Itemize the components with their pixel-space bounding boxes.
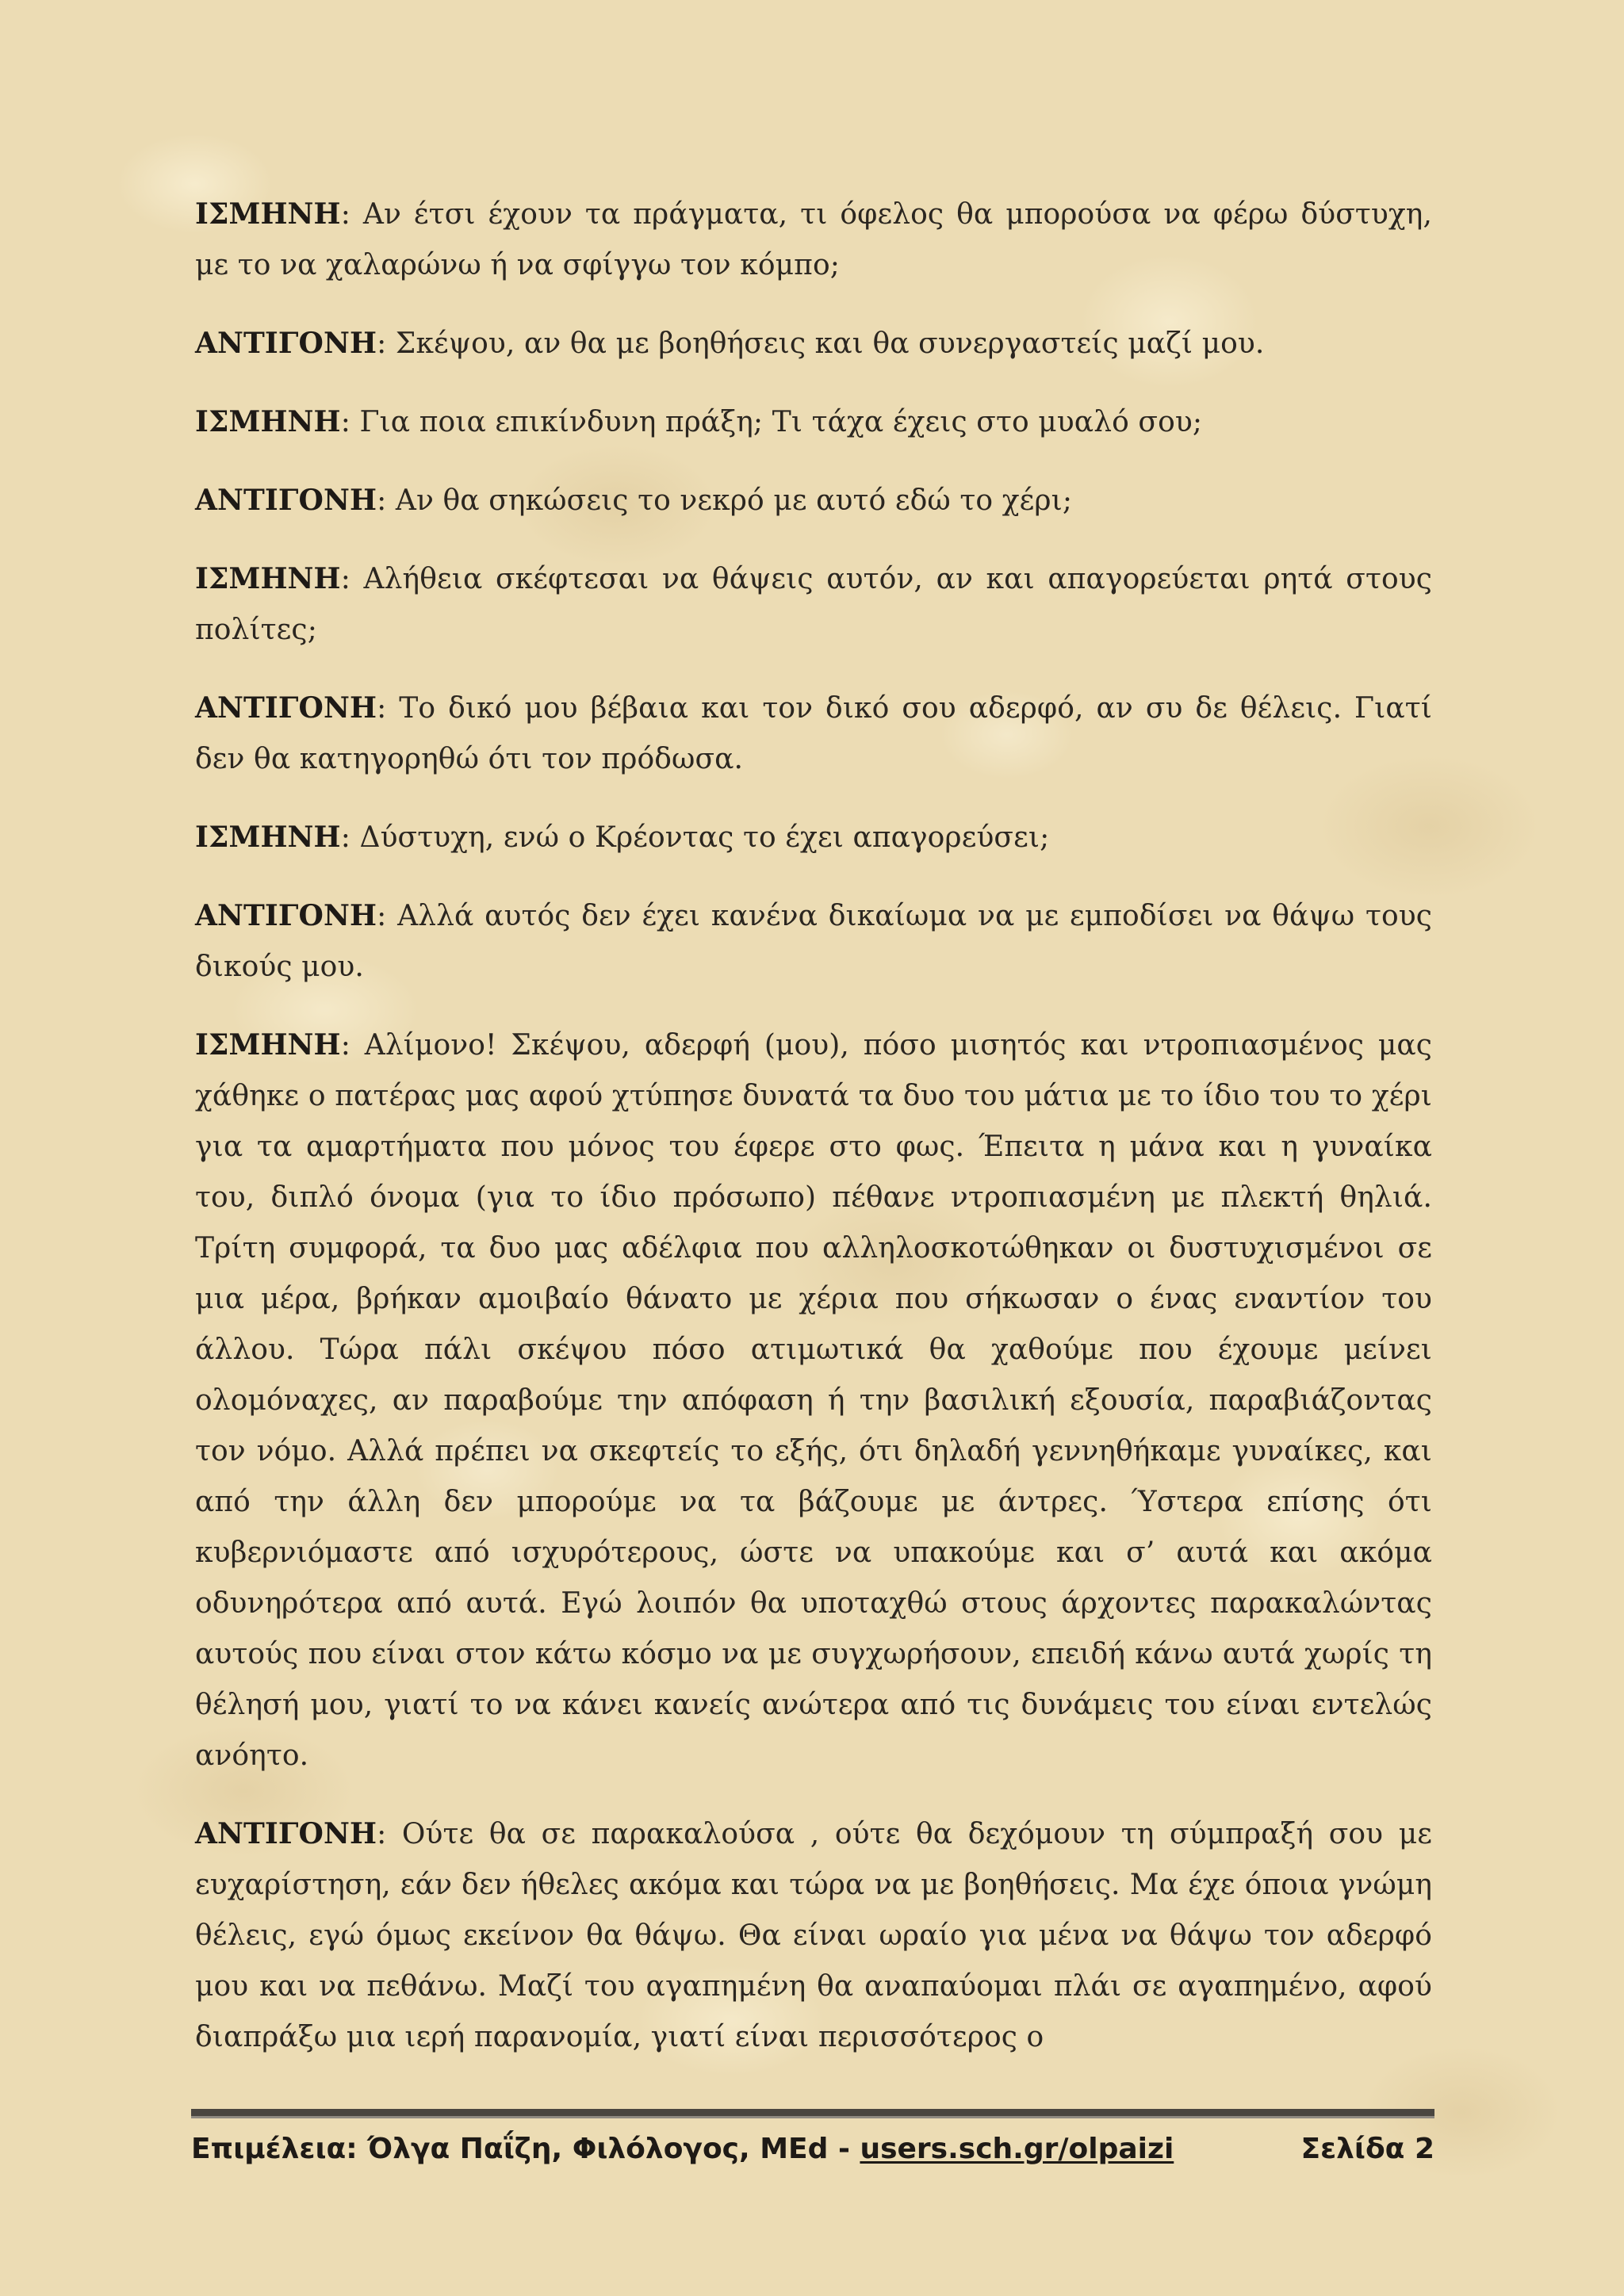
speaker-name: ΑΝΤΙΓΟΝΗ — [195, 327, 377, 360]
footer-url-link[interactable]: users.sch.gr/olpaizi — [860, 2133, 1174, 2165]
dialogue-text: Ούτε θα σε παρακαλούσα , ούτε θα δεχόμουν τη σύμπραξή σου με ευχαρίστηση, εάν δεν ήθελες ακόμα και τώρα να με βοηθήσεις. Μα έχε όποια γνώμη θέλεις, εγώ όμως εκείνον θα θάψω. Θα είναι ωραίο για μένα να θάψω τον αδερφό μου και να πεθάνω. Μαζί του αγαπημένη θα αναπαύομαι πλάι σε αγαπημένο, αφού διαπράξω μια ιερή παρανομία, γιατί είναι περισσότερος ο — [195, 1818, 1432, 2053]
dialogue-line: ΑΝΤΙΓΟΝΗ: Σκέψου, αν θα με βοηθήσεις και θα συνεργαστείς μαζί μου. — [195, 327, 1265, 360]
document-body — [195, 189, 1432, 2090]
dialogue-line: ΙΣΜΗΝΗ: Αλήθεια σκέφτεσαι να θάψεις αυτόν, αν και απαγορεύεται ρητά στους πολίτες; — [195, 562, 1432, 646]
footer-credit-group — [191, 2133, 1174, 2165]
dialogue-text: Αν θα σηκώσεις το νεκρό με αυτό εδώ το χέρι; — [395, 484, 1073, 517]
dialogue-line: ΙΣΜΗΝΗ: Αλίμονο! Σκέψου, αδερφή (μου), πόσο μισητός και ντροπιασμένος μας χάθηκε ο πατέρας μας αφού χτύπησε δυνατά τα δυο του μάτια με το ίδιο του το χέρι για τα αμαρτήματα που μόνος του έφερε στο φως. Έπειτα η μάνα και η γυναίκα του, διπλό όνομα (για το ίδιο πρόσωπο) πέθανε ντροπιασμένη με πλεκτή θηλιά. Τρίτη συμφορά, τα δυο μας αδέλφια που αλληλοσκοτώθηκαν οι δυστυχισμένοι σε μια μέρα, βρήκαν αμοιβαίο θάνατο με χέρια που σήκωσαν ο ένας εναντίον του άλλου. Τώρα πάλι σκέψου πόσο ατιμωτικά θα χαθούμε που έχουμε μείνει ολομόναχες, αν παραβούμε την απόφαση ή την βασιλική εξουσία, παραβιάζοντας τον νόμο. Αλλά πρέπει να σκεφτείς το εξής, ότι δηλαδή γεννηθήκαμε γυναίκες, και από την άλλη δεν μπορούμε να τα βάζουμε με άντρες. Ύστερα επίσης ότι κυβερνιόμαστε από ισχυρότερους, ώστε να υπακούμε και σ’ αυτά και ακόμα οδυνηρότερα από αυτά. Εγώ λοιπόν θα υποταχθώ στους άρχοντες παρακαλώντας αυτούς που είναι στον κάτω κόσμο να με συγχωρήσουν, επειδή κάνω αυτά χωρίς τη θέλησή μου, γιατί το να κάνει κανείς ανώτερα από τις δυνάμεις του είναι εντελώς ανόητο. — [195, 1028, 1432, 1772]
dialogue-text: Σκέψου, αν θα με βοηθήσεις και θα συνεργαστείς μαζί μου. — [395, 327, 1265, 360]
speaker-name: ΙΣΜΗΝΗ — [195, 405, 341, 438]
dialogue-text: Αλήθεια σκέφτεσαι να θάψεις αυτόν, αν και απαγορεύεται ρητά στους πολίτες; — [195, 563, 1432, 646]
dialogue-line: ΑΝΤΙΓΟΝΗ: Ούτε θα σε παρακαλούσα , ούτε θα δεχόμουν τη σύμπραξή σου με ευχαρίστηση, εάν δεν ήθελες ακόμα και τώρα να με βοηθήσεις. Μα έχε όποια γνώμη θέλεις, εγώ όμως εκείνον θα θάψω. Θα είναι ωραίο για μένα να θάψω τον αδερφό μου και να πεθάνω. Μαζί του αγαπημένη θα αναπαύομαι πλάι σε αγαπημένο, αφού διαπράξω μια ιερή παρανομία, γιατί είναι περισσότερος ο — [195, 1817, 1432, 2053]
dialogue-line: ΙΣΜΗΝΗ: Για ποια επικίνδυνη πράξη; Τι τάχα έχεις στο μυαλό σου; — [195, 405, 1203, 438]
dialogue-line: ΑΝΤΙΓΟΝΗ: Αλλά αυτός δεν έχει κανένα δικαίωμα να με εμποδίσει να θάψω τους δικούς μου. — [195, 899, 1433, 983]
dialogue-text: Δύστυχη, ενώ ο Κρέοντας το έχει απαγορεύσει; — [359, 821, 1050, 854]
page-number: Σελίδα 2 — [1300, 2133, 1434, 2165]
dialogue-text: Αν έτσι έχουν τα πράγματα, τι όφελος θα μπορούσα να φέρω δύστυχη, με το να χαλαρώνω ή να σφίγγω τον κόμπο; — [195, 198, 1433, 281]
speaker-name: ΙΣΜΗΝΗ — [195, 562, 341, 595]
dialogue-line: ΙΣΜΗΝΗ: Δύστυχη, ενώ ο Κρέοντας το έχει απαγορεύσει; — [195, 821, 1050, 854]
speaker-name: ΑΝΤΙΓΟΝΗ — [195, 1817, 377, 1850]
footer-divider — [191, 2109, 1434, 2118]
dialogue-line: ΙΣΜΗΝΗ: Αν έτσι έχουν τα πράγματα, τι όφελος θα μπορούσα να φέρω δύστυχη, με το να χαλαρώνω ή να σφίγγω τον κόμπο; — [195, 197, 1433, 281]
dialogue-text: Το δικό μου βέβαια και τον δικό σου αδερφό, αν συ δε θέλεις. Γιατί δεν θα κατηγορηθώ ότι τον πρόδωσα. — [195, 692, 1432, 775]
footer-credit: Επιμέλεια: Όλγα Παΐζη, Φιλόλογος, MEd - — [191, 2133, 850, 2165]
dialogue-line: ΑΝΤΙΓΟΝΗ: Αν θα σηκώσεις το νεκρό με αυτό εδώ το χέρι; — [195, 484, 1073, 517]
speaker-name: ΙΣΜΗΝΗ — [195, 1028, 341, 1062]
speaker-name: ΙΣΜΗΝΗ — [195, 821, 341, 854]
dialogue-text: Αλλά αυτός δεν έχει κανένα δικαίωμα να με εμποδίσει να θάψω τους δικούς μου. — [195, 900, 1433, 983]
dialogue-text: Για ποια επικίνδυνη πράξη; Τι τάχα έχεις στο μυαλό σου; — [359, 406, 1203, 438]
footer-row — [191, 2133, 1434, 2165]
speaker-name: ΙΣΜΗΝΗ — [195, 197, 341, 231]
page-footer — [191, 2109, 1434, 2165]
speaker-name: ΑΝΤΙΓΟΝΗ — [195, 691, 377, 725]
speaker-name: ΑΝΤΙΓΟΝΗ — [195, 899, 377, 932]
speaker-name: ΑΝΤΙΓΟΝΗ — [195, 484, 377, 517]
dialogue-line: ΑΝΤΙΓΟΝΗ: Το δικό μου βέβαια και τον δικό σου αδερφό, αν συ δε θέλεις. Γιατί δεν θα κατηγορηθώ ότι τον πρόδωσα. — [195, 691, 1432, 775]
dialogue-text: Αλίμονο! Σκέψου, αδερφή (μου), πόσο μισητός και ντροπιασμένος μας χάθηκε ο πατέρας μας αφού χτύπησε δυνατά τα δυο του μάτια με το ίδιο του το χέρι για τα αμαρτήματα που μόνος του έφερε στο φως. Έπειτα η μάνα και η γυναίκα του, διπλό όνομα (για το ίδιο πρόσωπο) πέθανε ντροπιασμένη με πλεκτή θηλιά. Τρίτη συμφορά, τα δυο μας αδέλφια που αλληλοσκοτώθηκαν οι δυστυχισμένοι σε μια μέρα, βρήκαν αμοιβαίο θάνατο με χέρια που σήκωσαν ο ένας εναντίον του άλλου. Τώρα πάλι σκέψου πόσο ατιμωτικά θα χαθούμε που έχουμε μείνει ολομόναχες, αν παραβούμε την απόφαση ή την βασιλική εξουσία, παραβιάζοντας τον νόμο. Αλλά πρέπει να σκεφτείς το εξής, ότι δηλαδή γεννηθήκαμε γυναίκες, και από την άλλη δεν μπορούμε να τα βάζουμε με άντρες. Ύστερα επίσης ότι κυβερνιόμαστε από ισχυρότερους, ώστε να υπακούμε και σ’ αυτά και ακόμα οδυνηρότερα από αυτά. Εγώ λοιπόν θα υποταχθώ στους άρχοντες παρακαλώντας αυτούς που είναι στον κάτω κόσμο να με συγχωρήσουν, επειδή κάνω αυτά χωρίς τη θέλησή μου, γιατί το να κάνει κανείς ανώτερα από τις δυνάμεις του είναι εντελώς ανόητο. — [195, 1029, 1432, 1772]
